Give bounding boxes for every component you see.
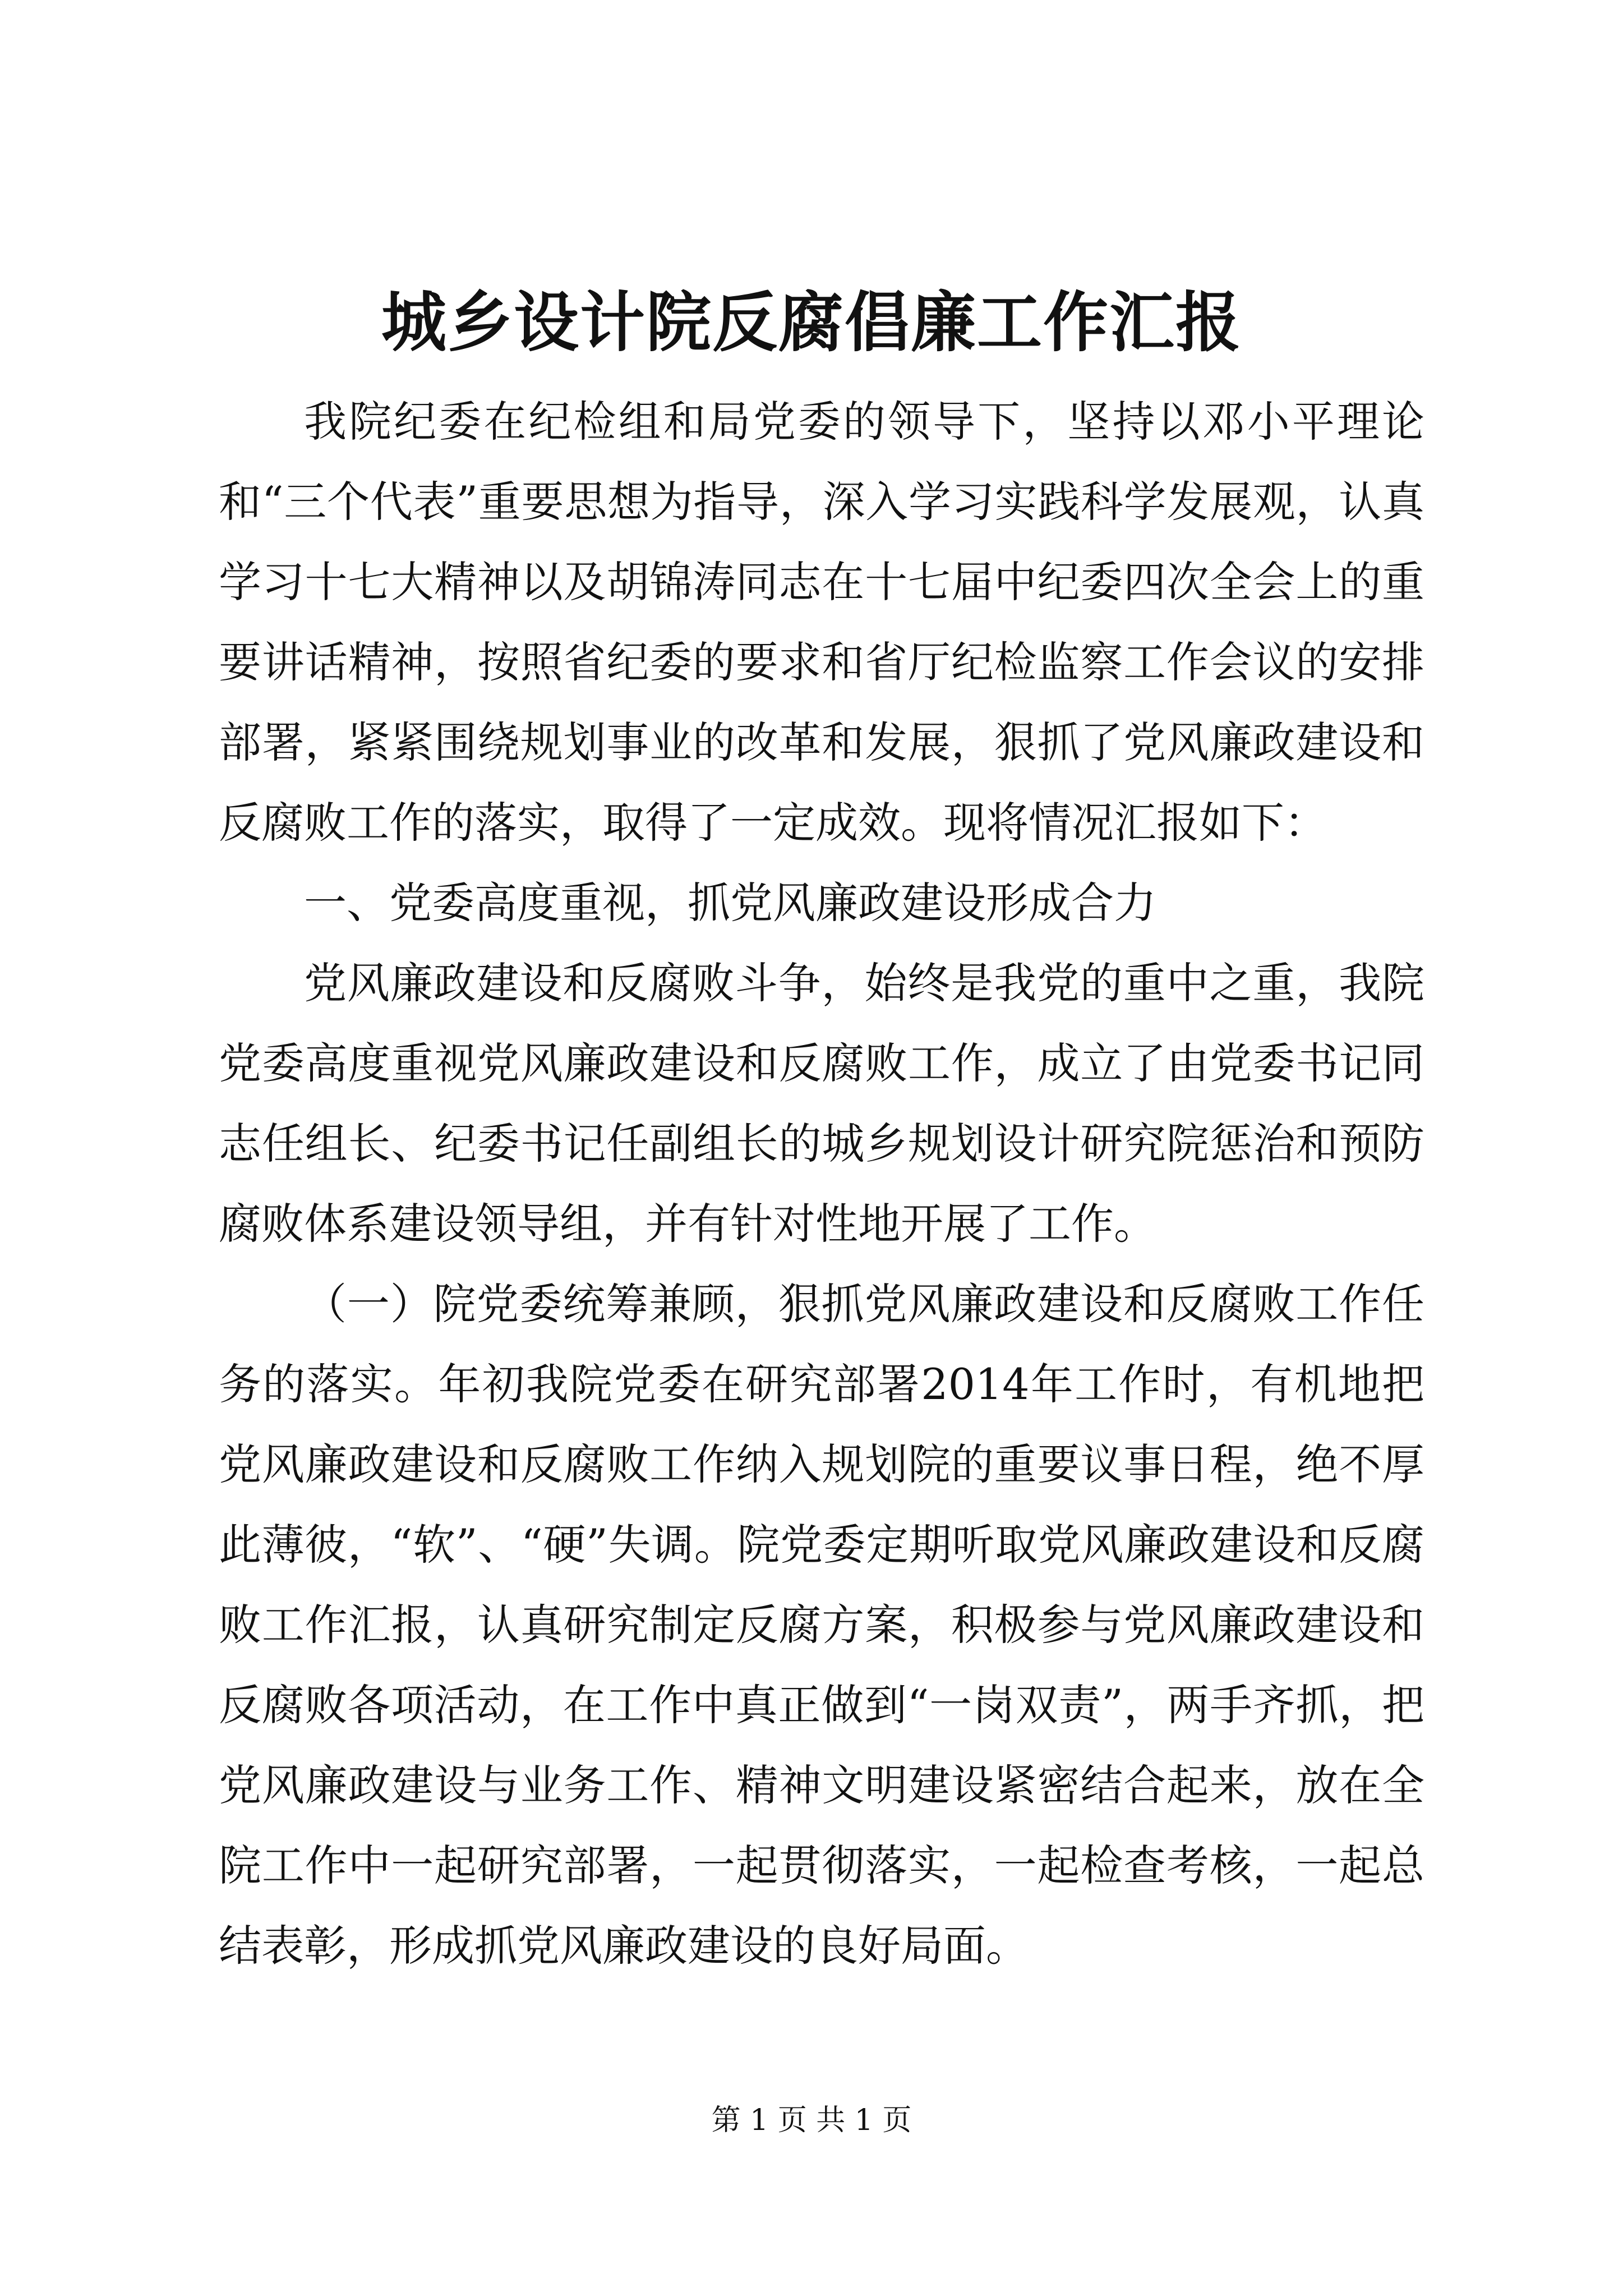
subsection-1-paragraph: （一）院党委统筹兼顾，狠抓党风廉政建设和反腐败工作任务的落实。年初我院党委在研究部署2014年工作时，有机地把党风廉政建设和反腐败工作纳入规划院的重要议事日程，绝不厚此薄彼，“软”、“硬”失调。院党委定期听取党风廉政建设和反腐败工作汇报，认真研究制定反腐方案，积极参与党风廉政建设和反腐败各项活动，在工作中真正做到“一岗双责”，两手齐抓，把党风廉政建设与业务工作、精神文明建设紧密结合起来，放在全院工作中一起研究部署，一起贯彻落实，一起检查考核，一起总结表彰，形成抓党风廉政建设的良好局面。 — [219, 1279, 1424, 1971]
section-heading-1: 一、党委高度重视，抓党风廉政建设形成合力 — [304, 878, 1156, 928]
section-1-paragraph: 党风廉政建设和反腐败斗争，始终是我党的重中之重，我院党委高度重视党风廉政建设和反腐败工作，成立了由党委书记同志任组长、纪委书记任副组长的城乡规划设计研究院惩治和预防腐败体系建设领导组，并有针对性地开展了工作。 — [219, 958, 1424, 1249]
intro-paragraph: 我院纪委在纪检组和局党委的领导下，坚持以邓小平理论和“三个代表”重要思想为指导，深入学习实践科学发展观，认真学习十七大精神以及胡锦涛同志在十七届中纪委四次全会上的重要讲话精神，按照省纪委的要求和省厅纪检监察工作会议的安排部署，紧紧围绕规划事业的改革和发展，狠抓了党风廉政建设和反腐败工作的落实，取得了一定成效。现将情况汇报如下： — [219, 397, 1424, 848]
document-title: 城乡设计院反腐倡廉工作汇报 — [381, 284, 1242, 361]
document-body — [219, 381, 1424, 1986]
page-number-footer: 第 1 页 共 1 页 — [711, 2104, 912, 2137]
